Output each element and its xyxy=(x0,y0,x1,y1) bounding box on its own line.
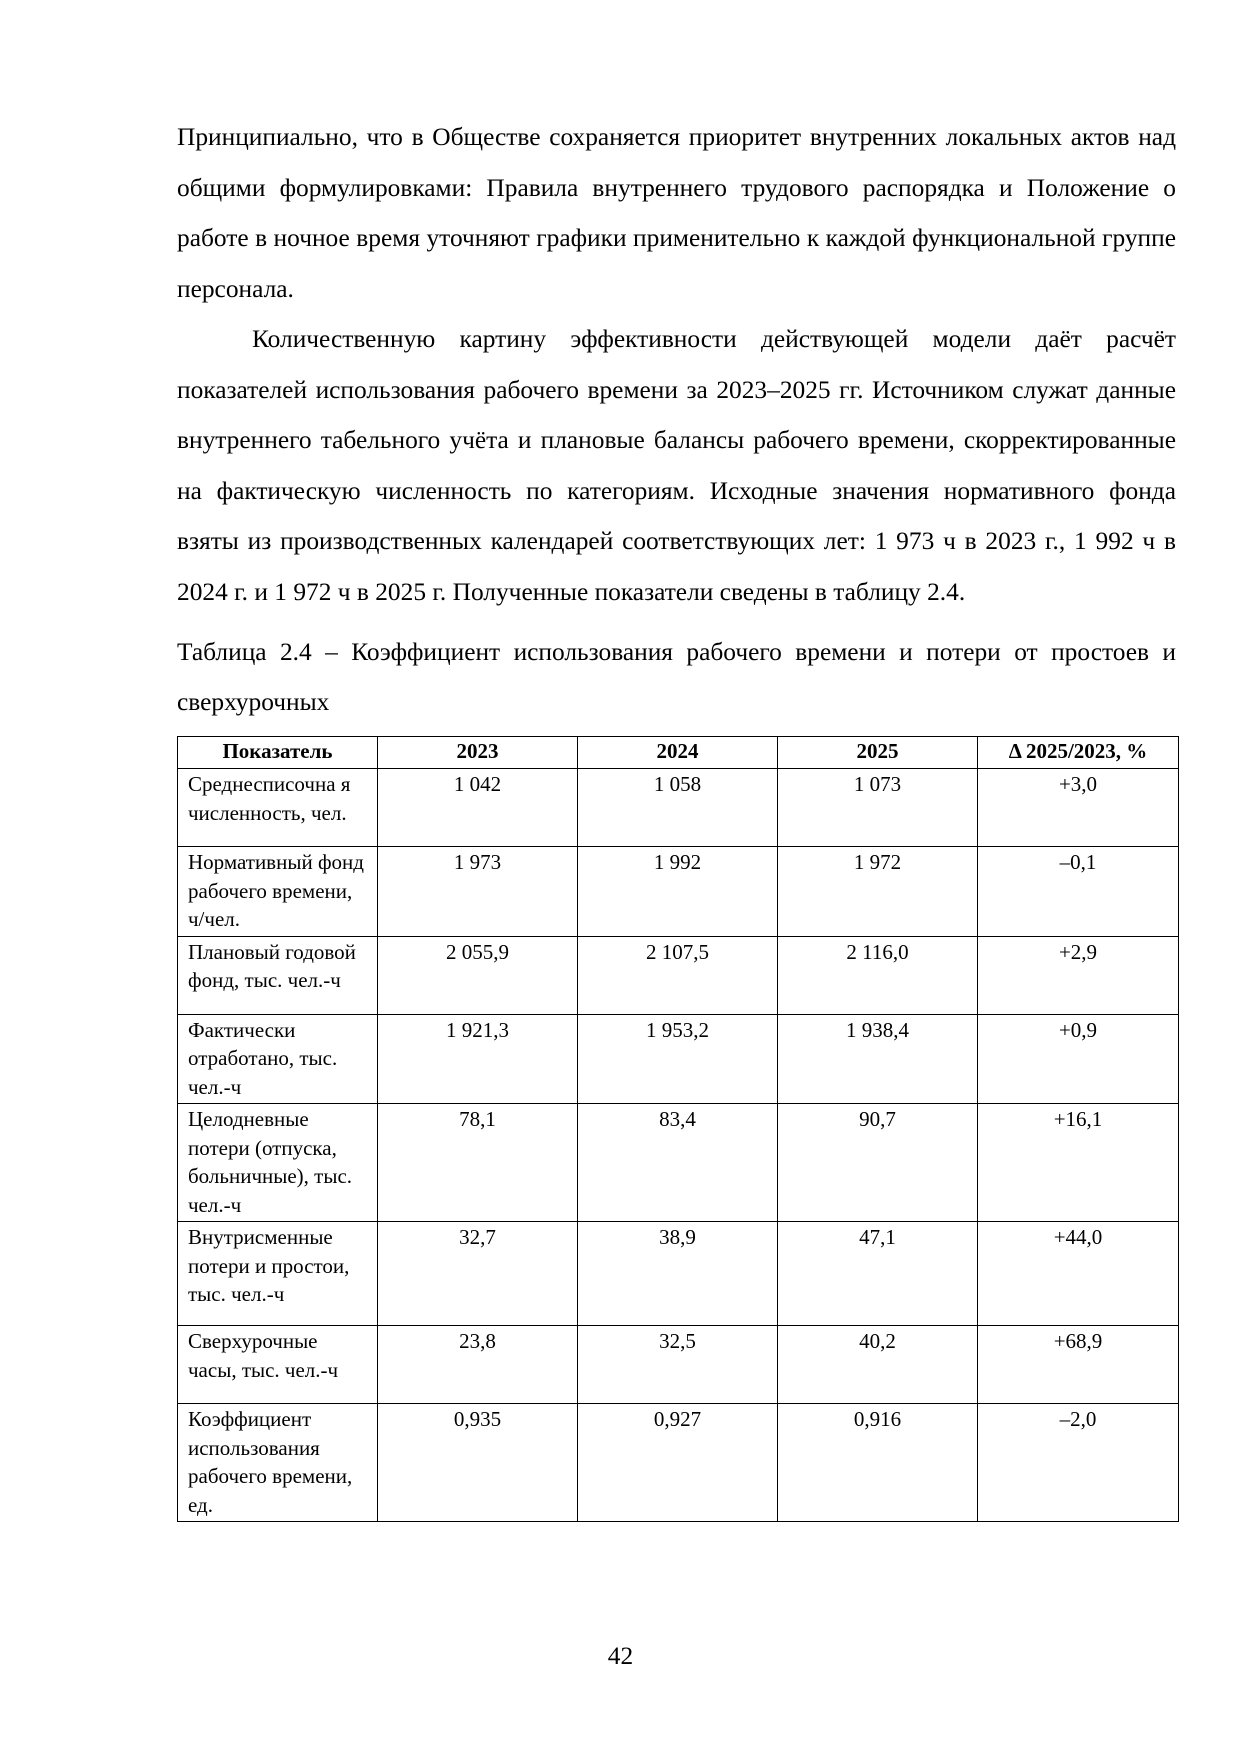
cell-delta: –2,0 xyxy=(978,1404,1179,1522)
cell-2023: 23,8 xyxy=(378,1326,578,1404)
cell-2023: 1 921,3 xyxy=(378,1014,578,1104)
document-page xyxy=(177,112,1176,1522)
cell-2023: 1 973 xyxy=(378,847,578,937)
work-time-table xyxy=(177,736,1179,1522)
cell-2025: 1 073 xyxy=(778,769,978,847)
table-caption: Таблица 2.4 – Коэффициент использования рабочего времени и потери от простоев и сверхурочных xyxy=(177,638,1176,716)
cell-2025: 1 938,4 xyxy=(778,1014,978,1104)
cell-2023: 1 042 xyxy=(378,769,578,847)
cell-2024: 38,9 xyxy=(578,1222,778,1326)
cell-2023: 32,7 xyxy=(378,1222,578,1326)
row-label: Целодневные потери (отпуска, больничные), тыс. чел.-ч xyxy=(178,1104,378,1222)
table-row xyxy=(178,1404,1179,1522)
header-indicator: Показатель xyxy=(178,737,378,769)
table-row xyxy=(178,1326,1179,1404)
cell-2025: 40,2 xyxy=(778,1326,978,1404)
cell-2023: 78,1 xyxy=(378,1104,578,1222)
row-label: Плановый годовой фонд, тыс. чел.-ч xyxy=(178,936,378,1014)
cell-2025: 0,916 xyxy=(778,1404,978,1522)
cell-2024: 1 992 xyxy=(578,847,778,937)
table-row xyxy=(178,847,1179,937)
header-year-2023: 2023 xyxy=(378,737,578,769)
table-row xyxy=(178,936,1179,1014)
header-delta: Δ 2025/2023, % xyxy=(978,737,1179,769)
page-number: 42 xyxy=(607,1642,634,1670)
row-label: Коэффициент использования рабочего времени, ед. xyxy=(178,1404,378,1522)
table-row xyxy=(178,769,1179,847)
header-year-2025: 2025 xyxy=(778,737,978,769)
table-row xyxy=(178,1104,1179,1222)
table-row xyxy=(178,1014,1179,1104)
paragraph-work-time-indicators: Количественную картину эффективности действующей модели даёт расчёт показателей использования рабочего времени за 2023–2025 гг. Источником служат данные внутреннего табельного учёта и плановые балансы рабочего времени, скорректированные на фактическую численность по категориям. Исходные значения нормативного фонда взяты из производственных календарей соответствующих лет: 1 973 ч в 2023 г., 1 992 ч в 2024 г. и 1 972 ч в 2025 г. Полученные показатели сведены в таблицу 2.4. xyxy=(177,325,1176,606)
cell-2023: 2 055,9 xyxy=(378,936,578,1014)
cell-2024: 1 058 xyxy=(578,769,778,847)
cell-2025: 1 972 xyxy=(778,847,978,937)
table-row xyxy=(178,1222,1179,1326)
cell-delta: +3,0 xyxy=(978,769,1179,847)
cell-2025: 2 116,0 xyxy=(778,936,978,1014)
header-year-2024: 2024 xyxy=(578,737,778,769)
cell-delta: +0,9 xyxy=(978,1014,1179,1104)
row-label: Фактически отработано, тыс. чел.-ч xyxy=(178,1014,378,1104)
cell-2024: 83,4 xyxy=(578,1104,778,1222)
row-label: Внутрисменные потери и простои, тыс. чел.-ч xyxy=(178,1222,378,1326)
cell-2024: 32,5 xyxy=(578,1326,778,1404)
cell-2024: 0,927 xyxy=(578,1404,778,1522)
cell-2023: 0,935 xyxy=(378,1404,578,1522)
cell-delta: –0,1 xyxy=(978,847,1179,937)
row-label: Нормативный фонд рабочего времени, ч/чел. xyxy=(178,847,378,937)
cell-2025: 90,7 xyxy=(778,1104,978,1222)
cell-2024: 1 953,2 xyxy=(578,1014,778,1104)
cell-2025: 47,1 xyxy=(778,1222,978,1326)
row-label: Сверхурочные часы, тыс. чел.-ч xyxy=(178,1326,378,1404)
cell-delta: +68,9 xyxy=(978,1326,1179,1404)
cell-delta: +2,9 xyxy=(978,936,1179,1014)
paragraph-local-acts: Принципиально, что в Обществе сохраняется приоритет внутренних локальных актов над общими формулировками: Правила внутреннего трудового распорядка и Положение о работе в ночное время уточняют графики применительно к каждой функциональной группе персонала. xyxy=(177,123,1176,303)
row-label: Среднесписочна я численность, чел. xyxy=(178,769,378,847)
table-header-row xyxy=(178,737,1179,769)
cell-delta: +16,1 xyxy=(978,1104,1179,1222)
cell-delta: +44,0 xyxy=(978,1222,1179,1326)
cell-2024: 2 107,5 xyxy=(578,936,778,1014)
